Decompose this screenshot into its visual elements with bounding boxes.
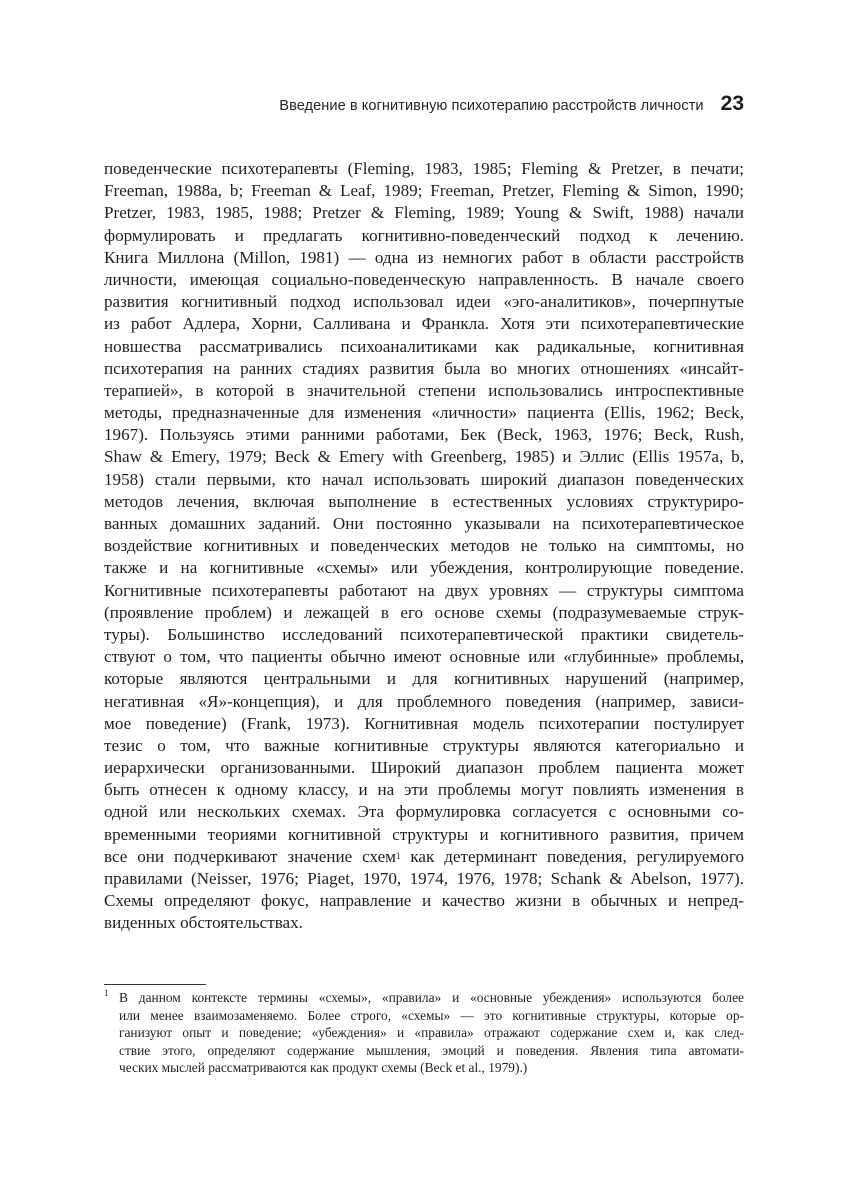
text-line: Когнитивные психотерапевты работают на двух уровнях — структуры симптома	[104, 580, 744, 600]
text-line: одной или нескольких схемах. Эта формулировка согласуется с основными со-	[104, 802, 744, 822]
text-line: негативная «Я»-концепция), и для проблемного поведения (например, зависи-	[104, 691, 744, 711]
text-line: мое поведение) (Frank, 1973). Когнитивная модель психотерапии постулирует	[104, 713, 744, 733]
text-line-with-footnote-ref	[104, 846, 744, 868]
text-line: из работ Адлера, Хорни, Салливана и Франкла. Хотя эти психотерапевтические	[104, 314, 744, 334]
text-line: новшества рассматривались психоаналитиками как радикальные, когнитивная	[104, 336, 744, 356]
footnote-line: ствие этого, определяют содержание мышления, эмоций и поведения. Явления типа автомати-	[119, 1042, 744, 1058]
text-line: 1967). Пользуясь этими ранними работами, Бек (Beck, 1963, 1976; Beck, Rush,	[104, 425, 744, 445]
text-line: виденных обстоятельствах.	[104, 913, 303, 933]
text-line: (проявление проблем) и лежащей в его основе схемы (подразумеваемые струк-	[104, 602, 744, 622]
footnote	[104, 989, 744, 1077]
page-header	[104, 92, 744, 116]
footnote-line: или менее взаимозаменяемо. Более строго, «схемы» — это когнитивные структуры, которые ор-	[119, 1007, 744, 1023]
text-line: методов лечения, включая выполнение в естественных условиях структуриро-	[104, 491, 744, 511]
text-segment: все они подчеркивают значение схем	[104, 846, 396, 866]
text-line: Shaw & Emery, 1979; Beck & Emery with Greenberg, 1985) и Эллис (Ellis 1957a, b,	[104, 447, 744, 467]
footnote-line: ганизуют опыт и поведение; «убеждения» и «правила» отражают содержание схем и, как след-	[119, 1025, 744, 1041]
footnote-line: В данном контексте термины «схемы», «правила» и «основные убеждения» используются более	[119, 990, 744, 1005]
text-line: поведенческие психотерапевты (Fleming, 1983, 1985; Fleming & Pretzer, в печати;	[104, 159, 744, 178]
text-line: 1958) стали первыми, кто начал использовать широкий диапазон поведенческих	[104, 469, 744, 489]
text-line: психотерапия на ранних стадиях развития была во многих отношениях «инсайт-	[104, 358, 744, 378]
text-line: иерархически организованными. Широкий диапазон проблем пациента может	[104, 758, 744, 778]
page-number: 23	[720, 92, 744, 115]
text-line: туры). Большинство исследований психотерапевтической практики свидетель-	[104, 624, 744, 644]
text-line: формулировать и предлагать когнитивно-поведенческий подход к лечению.	[104, 225, 744, 245]
footnote-line: ческих мыслей рассматриваются как продукт схемы (Beck et al., 1979).)	[119, 1060, 528, 1076]
text-line: ствуют о том, что пациенты обычно имеют основные или «глубинные» проблемы,	[104, 647, 744, 667]
footnote-text	[119, 989, 744, 1077]
text-line: Freeman, 1988a, b; Freeman & Leaf, 1989; Freeman, Pretzer, Fleming & Simon, 1990;	[104, 181, 744, 201]
footnote-marker: 1	[104, 988, 109, 998]
text-line: правилами (Neisser, 1976; Piaget, 1970, 1974, 1976, 1978; Schank & Abelson, 1977).	[104, 869, 744, 888]
body-text	[104, 158, 744, 935]
text-line: личности, имеющая социально-поведенческую направленность. В начале своего	[104, 269, 744, 289]
text-line: методы, предназначенные для изменения «личности» пациента (Ellis, 1962; Beck,	[104, 403, 744, 423]
text-segment: как детерминант поведения, регулируемого	[400, 846, 744, 866]
text-line: воздействие когнитивных и поведенческих методов не только на симптомы, но	[104, 536, 744, 556]
text-line: Книга Миллона (Millon, 1981) — одна из немногих работ в области расстройств	[104, 247, 744, 267]
text-line: ванных домашних заданий. Они постоянно указывали на психотерапевтическое	[104, 514, 744, 533]
text-line: тезис о том, что важные когнитивные структуры являются категориально и	[104, 735, 744, 755]
text-line: быть отнесен к одному классу, и на эти проблемы могут повлиять изменения в	[104, 780, 744, 800]
text-line: развития когнитивный подход использовал идеи «эго-аналитиков», почерпнутые	[104, 292, 744, 312]
text-line: Pretzer, 1983, 1985, 1988; Pretzer & Fleming, 1989; Young & Swift, 1988) начали	[104, 203, 744, 223]
text-line: также и на когнитивные «схемы» или убеждения, контролирующие поведение.	[104, 558, 744, 578]
footnote-divider	[104, 984, 206, 985]
text-line: терапией», в которой в значительной степени использовались интроспективные	[104, 380, 744, 400]
running-title: Введение в когнитивную психотерапию расстройств личности	[279, 98, 704, 114]
footnote-reference[interactable]: 1	[396, 850, 401, 861]
text-line: Схемы определяют фокус, направление и качество жизни в обычных и непред-	[104, 891, 744, 911]
text-line: временными теориями когнитивной структуры и когнитивного развития, причем	[104, 824, 744, 844]
text-line: которые являются центральными и для когнитивных нарушений (например,	[104, 669, 744, 689]
